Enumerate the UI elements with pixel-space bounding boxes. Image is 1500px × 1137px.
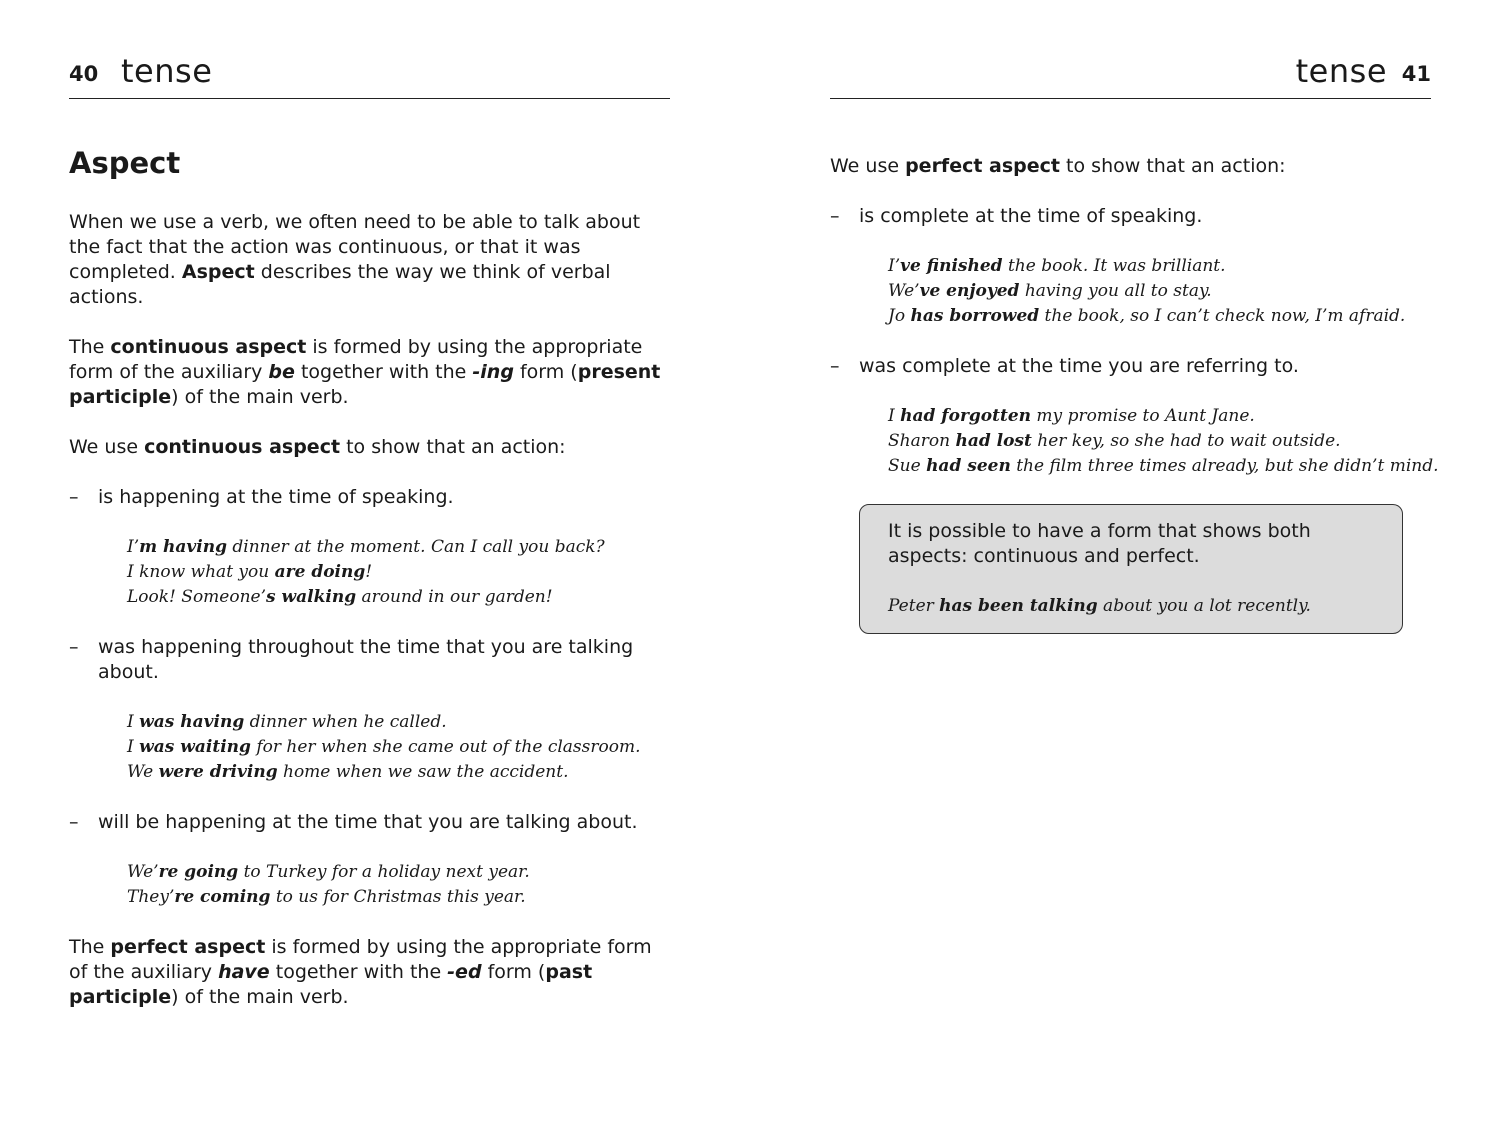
note-box: [859, 504, 1403, 634]
example-sentence: I had forgotten my promise to Aunt Jane.: [888, 406, 1255, 426]
example-sentence: Look! Someone’s walking around in our garden!: [127, 587, 553, 607]
example-sentence: I was waiting for her when she came out of the classroom.: [127, 737, 641, 757]
example-sentence: We’re going to Turkey for a holiday next year.: [127, 862, 530, 882]
running-head: tense: [1295, 52, 1387, 90]
example-group: [127, 535, 670, 610]
usage-bullet: – will be happening at the time that you are talking about.: [69, 811, 638, 833]
left-content: [69, 148, 670, 1035]
example-sentence: I know what you are doing!: [127, 562, 373, 582]
example-sentence: Sue had seen the film three times already, but she didn’t mind.: [888, 456, 1439, 476]
dash-marker: –: [69, 636, 79, 658]
usage-bullet: – was happening throughout the time that you are talking about.: [69, 636, 634, 683]
example-sentence: I’m having dinner at the moment. Can I call you back?: [127, 537, 605, 557]
dash-marker: –: [69, 811, 79, 833]
page-number: 40: [69, 62, 99, 86]
page-header-right: [830, 50, 1431, 99]
usage-bullet: – was complete at the time you are referring to.: [830, 355, 1299, 377]
page-header-left: [69, 50, 670, 99]
usage-bullet: – is happening at the time of speaking.: [69, 486, 454, 508]
perfect-definition: The perfect aspect is formed by using the appropriate form of the auxiliary have together with the -ed form (past participle) of the main verb.: [69, 936, 652, 1008]
right-page: [830, 0, 1439, 1137]
perfect-use-intro: We use perfect aspect to show that an action:: [830, 155, 1286, 177]
note-text: It is possible to have a form that shows both aspects: continuous and perfect.: [888, 520, 1311, 567]
left-page: [69, 0, 670, 1137]
example-sentence: We were driving home when we saw the accident.: [127, 762, 569, 782]
example-sentence: I was having dinner when he called.: [127, 712, 447, 732]
example-sentence: Peter has been talking about you a lot recently.: [888, 596, 1311, 616]
example-sentence: We’ve enjoyed having you all to stay.: [888, 281, 1212, 301]
dash-marker: –: [830, 205, 840, 227]
example-group: [888, 254, 1431, 329]
example-group: [127, 710, 670, 785]
dash-marker: –: [69, 486, 79, 508]
page-number: 41: [1401, 62, 1431, 86]
continuous-definition: The continuous aspect is formed by using the appropriate form of the auxiliary be together with the -ing form (present participle) of the main verb.: [69, 336, 661, 408]
dash-marker: –: [830, 355, 840, 377]
example-sentence: They’re coming to us for Christmas this year.: [127, 887, 526, 907]
example-group: [127, 860, 670, 910]
usage-bullet: – is complete at the time of speaking.: [830, 205, 1203, 227]
example-sentence: I’ve finished the book. It was brilliant.: [888, 256, 1226, 276]
note-example: [888, 594, 1374, 619]
example-sentence: Jo has borrowed the book, so I can’t check now, I’m afraid.: [888, 306, 1406, 326]
example-group: [888, 404, 1439, 479]
continuous-use-intro: We use continuous aspect to show that an action:: [69, 436, 566, 458]
right-content: [830, 154, 1439, 634]
intro-paragraph: When we use a verb, we often need to be able to talk about the fact that the action was continuous, or that it was completed. Aspect describes the way we think of verbal actions.: [69, 211, 641, 308]
section-heading: Aspect: [69, 146, 181, 180]
running-head: tense: [121, 52, 213, 90]
example-sentence: Sharon had lost her key, so she had to wait outside.: [888, 431, 1341, 451]
